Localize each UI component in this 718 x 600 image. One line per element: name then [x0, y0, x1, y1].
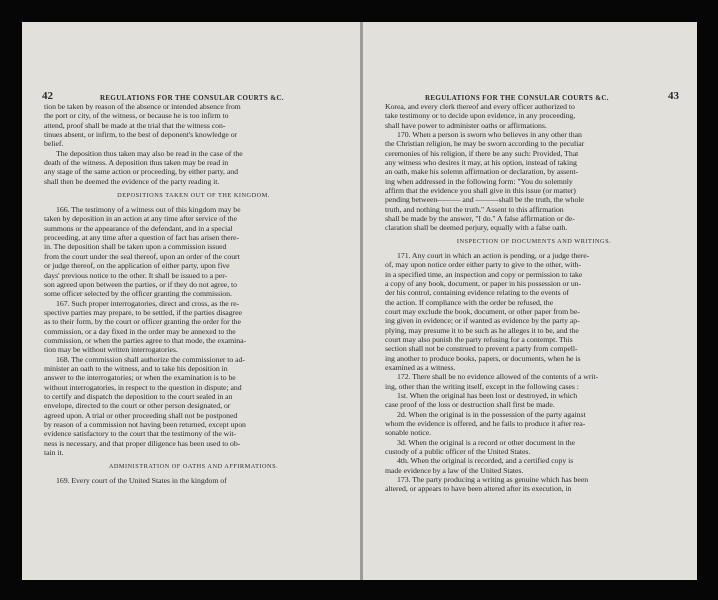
text-line: shall then be deemed the evidence of the party reading it. [44, 176, 220, 186]
text-line: from the court under the seal thereof, upon an order of the court [44, 251, 240, 261]
text-line: affirm that the evidence you shall give in this issue (or matter) [385, 186, 576, 196]
text-line: days' previous notice to the other. It shall be issued to a per- [44, 270, 228, 280]
text-line: ceremonies of his religion, if there be any such: Provided, That [385, 148, 579, 158]
text-line: tain it. [44, 448, 64, 458]
text-line: sonable notice. [385, 428, 432, 438]
text-line: ing, other than the writing itself, except in the following cases : [385, 381, 579, 391]
text-line: 168. The commission shall authorize the commissioner to ad- [56, 354, 245, 364]
left-section-c [44, 476, 343, 485]
right-page-header [383, 90, 683, 107]
text-line: section shall not be construed to prevent a party from compell- [385, 344, 578, 354]
text-line: Korea, and every clerk thereof and every officer authorized to [385, 102, 575, 111]
left-page-number: 42 [42, 90, 53, 102]
text-line: 172. There shall be no evidence allowed of the contents of a writ- [397, 372, 599, 382]
text-line: plying, may presume it to be such as he alleges it to be, and the [385, 325, 579, 335]
section-heading: DEPOSITIONS TAKEN OUT OF THE KINGDOM. [117, 192, 270, 200]
text-line: 3d. When the original is a record or other document in the [397, 437, 575, 447]
text-line: der his control, containing evidence relating to the events of [385, 288, 569, 298]
text-line: altered, or appears to have been altered after its execution, in [385, 484, 572, 494]
right-section-a [385, 102, 683, 233]
left-section-a [44, 102, 343, 186]
text-line: claration shall be deemed perjury, equally with a false oath. [385, 223, 568, 233]
right-page [363, 22, 697, 580]
text-line: some officer selected by the officer granting the commission. [44, 289, 232, 299]
left-page [22, 22, 360, 580]
text-line: tion may be without written interrogatories. [44, 345, 178, 355]
text-line: to certify and dispatch the deposition to the court sealed in an [44, 391, 233, 401]
text-line: truth, and nothing but the truth." Assent to this affirmation [385, 204, 564, 214]
text-line: spective parties may prepare, to be settled, if the parties disagree [44, 307, 242, 317]
left-running-head: REGULATIONS FOR THE CONSULAR COURTS &C. [100, 94, 284, 102]
text-line: 171. Any court in which an action is pending, or a judge there- [397, 250, 590, 260]
text-line: court may also punish the party refusing for a contempt. This [385, 334, 573, 344]
text-line: take testimony or to decide upon evidence, in any proceeding, [385, 111, 576, 121]
left-page-header [42, 90, 346, 107]
text-line: in a specified time, an inspection and copy or permission to take [385, 269, 583, 279]
text-line: 2d. When the original is in the possession of the party against [397, 409, 586, 419]
text-line: ness is necessary, and that proper diligence has been used to ob- [44, 438, 241, 448]
text-line: the action. If compliance with the order be refused, the [385, 297, 554, 307]
text-line: of, may upon notice order either party to give to the other, with- [385, 260, 582, 270]
text-line: belief. [44, 139, 64, 149]
text-line: summons or the appearance of the defendant, and in a special [44, 223, 233, 233]
text-line: ing when addressed in the following form: "You do solemnly [385, 176, 573, 186]
text-line: a copy of any book, document, or paper in his possession or un- [385, 278, 582, 288]
text-line: death of the witness. A deposition thus taken may be read in [44, 158, 229, 168]
text-line: 167. Such proper interrogatories, direct and cross, as the re- [56, 298, 240, 308]
text-line: agreed upon. A trial or other proceeding shall not be postponed [44, 410, 238, 420]
text-line: the port or city, of the witness, or because he is too infirm to [44, 111, 229, 121]
text-line: case proof of the loss or destruction shall first be made. [385, 400, 555, 410]
text-line: as to their form, by the court or officer granting the order for the [44, 317, 241, 327]
text-line: by reason of a commission not having been returned, except upon [44, 420, 246, 429]
text-line: tinues absent, or infirm, to the best of deponent's knowledge or [44, 130, 238, 140]
text-line: taken by deposition in an action at any time after service of the [44, 214, 237, 224]
text-line: answer to the interrogatories; or when the examination is to be [44, 373, 236, 383]
text-line: court may exclude the book, document, or other paper from be- [385, 306, 580, 316]
text-line: minister an oath to the witness, and to take his deposition in [44, 363, 228, 373]
section-heading: INSPECTION OF DOCUMENTS AND WRITINGS. [456, 237, 612, 245]
text-line: ing another to produce books, papers, or documents, when he is [385, 353, 581, 363]
text-line: The deposition thus taken may also be read in the case of the [56, 148, 243, 158]
text-line: son agreed upon between the parties, or if they do not agree, to [44, 279, 237, 289]
section-heading: ADMINISTRATION OF OATHS AND AFFIRMATIONS. [108, 463, 279, 471]
text-line: envelope, directed to the court or other person designated, or [44, 401, 231, 411]
text-line: the Christian religion, he may be sworn according to the peculiar [385, 139, 585, 149]
text-line: shall have power to administer oaths or affirmations. [385, 120, 547, 130]
text-line: proceeding, at any time after a question of fact has arisen there- [44, 233, 239, 243]
text-line: 170. When a person is sworn who believes in any other than [397, 130, 582, 140]
text-line: any witness who desires it may, at his option, instead of taking [385, 158, 577, 168]
text-line: tion be taken by reason of the absence or intended absence from [44, 102, 241, 111]
right-section-b [385, 251, 683, 494]
text-line: pending between——— and ———shall be the truth, the whole [385, 195, 584, 205]
right-running-head: REGULATIONS FOR THE CONSULAR COURTS &C. [425, 94, 609, 102]
text-line: without interrogatories, in respect to the question in dispute; and [44, 382, 242, 392]
text-line: an oath, make his solemn affirmation or declaration, by assent- [385, 167, 579, 177]
text-line: 173. The party producing a writing as genuine which has been [397, 475, 589, 485]
left-section-b [44, 205, 343, 457]
text-line: 169. Every court of the United States in the kingdom of [56, 476, 227, 486]
text-line: custody of a public officer of the United States. [385, 447, 531, 457]
text-line: commission, or a day fixed in the order may be annexed to the [44, 326, 236, 336]
text-line: whom the evidence is offered, and he fails to produce it after rea- [385, 419, 586, 428]
text-line: 4th. When the original is recorded, and a certified copy is [397, 456, 574, 466]
text-line: commission, or when the parties agree to that mode, the examina- [44, 335, 247, 345]
text-line: examined as a witness. [385, 362, 456, 372]
right-page-number: 43 [668, 90, 679, 102]
text-line: made evidence by a law of the United States. [385, 465, 524, 475]
text-line: 166. The testimony of a witness out of this kingdom may be [56, 205, 241, 215]
text-line: ing given in evidence; or if wanted as evidence by the party ap- [385, 316, 580, 326]
text-line: in. The deposition shall be taken upon a commission issued [44, 242, 227, 252]
text-line: shall be made by the answer, "I do." A false affirmation or de- [385, 214, 575, 224]
text-line: evidence satisfactory to the court that the testimony of the wit- [44, 429, 237, 439]
text-line: any stage of the same action or proceeding, by either party, and [44, 167, 238, 177]
text-line: or judge thereof, on the application of either party, upon five [44, 261, 230, 271]
text-line: 1st. When the original has been lost or destroyed, in which [397, 390, 578, 400]
text-line: attend, proof shall be made at the trial that the witness con- [44, 120, 226, 130]
